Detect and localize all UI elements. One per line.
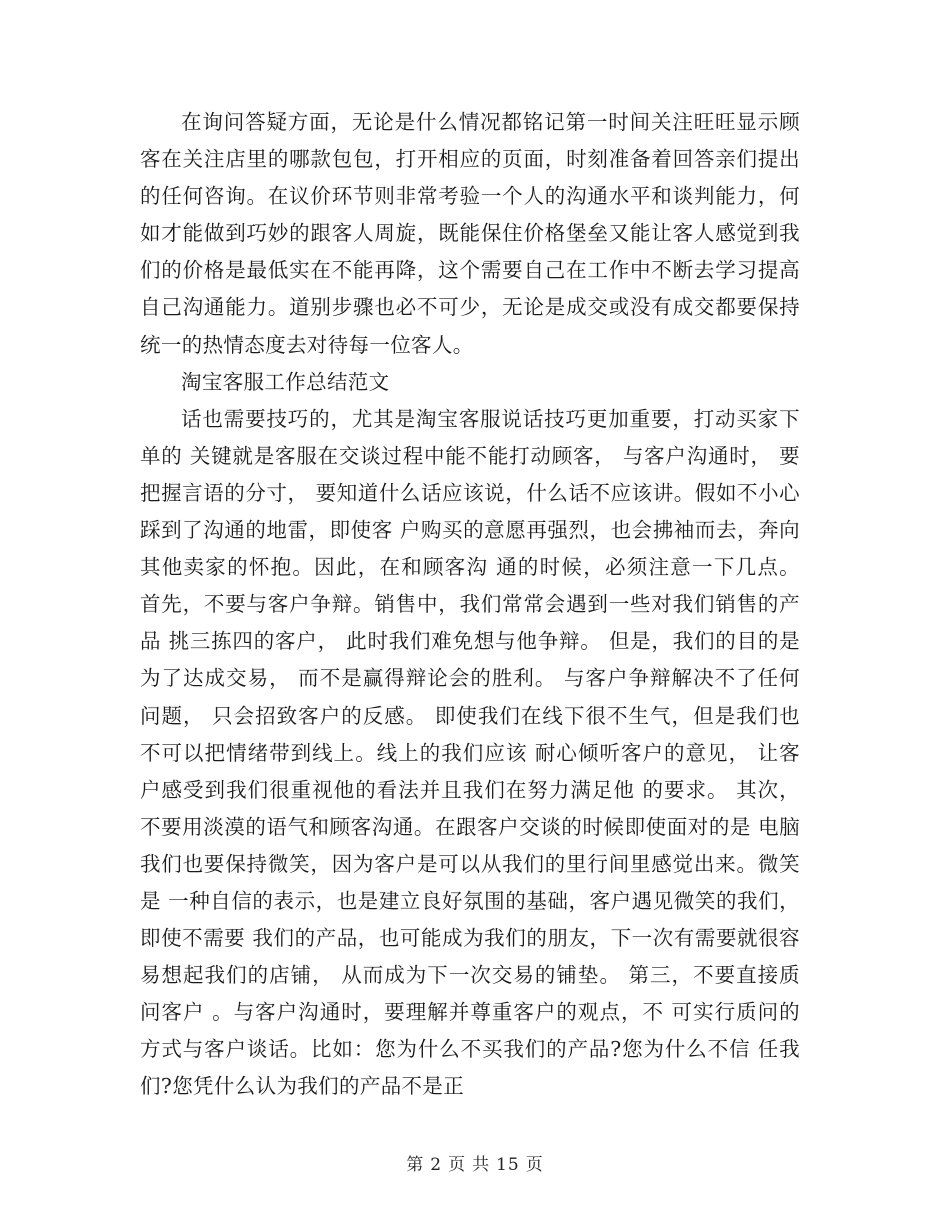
footer-prefix: 第: [406, 1155, 425, 1175]
page-footer: [0, 1150, 950, 1175]
footer-total-word: 共: [472, 1155, 491, 1175]
section-heading: 淘宝客服工作总结范文: [181, 369, 390, 394]
paragraph-inquiry: 在询问答疑方面，无论是什么情况都铭记第一时间关注旺旺显示顾客在关注店里的哪款包包，打开相应的页面，时刻准备着回答亲们提出的任何咨询。在议价环节则非常考验一个人的沟通水平和谈判能力，何如才能做到巧妙的跟客人周旋，既能保住价格堡垒又能让客人感觉到我们的价格是最低实在不能再降，这个需要自己在工作中不断去学习提高自己沟通能力。道别步骤也必不可少，无论是成交或没有成交都要保持统一的热情态度去对待每一位客人。: [140, 110, 800, 357]
paragraph-communication-tips: 话也需要技巧的，尤其是淘宝客服说话技巧更加重要，打动买家下单的 关键就是客服在交谈过程中能不能打动顾客， 与客户沟通时， 要把握言语的分寸， 要知道什么话应该说，什么话不应该讲。假如不小心踩到了沟通的地雷，即使客 户购买的意愿再强烈，也会拂袖而去，奔向其他卖家的怀抱。因此，在和顾客沟 通的时候，必须注意一下几点。 首先，不要与客户争辩。销售中，我们常常会遇到一些对我们销售的产品 挑三拣四的客户， 此时我们难免想与他争辩。 但是，我们的目的是为了达成交易， 而不是赢得辩论会的胜利。 与客户争辩解决不了任何问题， 只会招致客户的反感。 即使我们在线下很不生气，但是我们也不可以把情绪带到线上。线上的我们应该 耐心倾听客户的意见， 让客户感受到我们很重视他的看法并且我们在努力满足他 的要求。 其次，不要用淡漠的语气和顾客沟通。在跟客户交谈的时候即使面对的是 电脑我们也要保持微笑，因为客户是可以从我们的里行间里感觉出来。微笑是 一种自信的表示，也是建立良好氛围的基础，客户遇见微笑的我们，即使不需要 我们的产品，也可能成为我们的朋友，下一次有需要就很容易想起我们的店铺， 从而成为下一次交易的铺垫。 第三，不要直接质问客户 。与客户沟通时，要理解并尊重客户的观点，不 可实行质问的方式与客户谈话。比如：您为什么不买我们的产品?您为什么不信 任我们?您凭什么认为我们的产品不是正: [140, 406, 800, 1099]
footer-total-pages: 15: [496, 1155, 520, 1175]
footer-page-word: 页: [448, 1155, 467, 1175]
footer-suffix: 页: [525, 1155, 544, 1175]
body-text: [140, 104, 800, 1106]
footer-current-page: 2: [430, 1155, 443, 1175]
